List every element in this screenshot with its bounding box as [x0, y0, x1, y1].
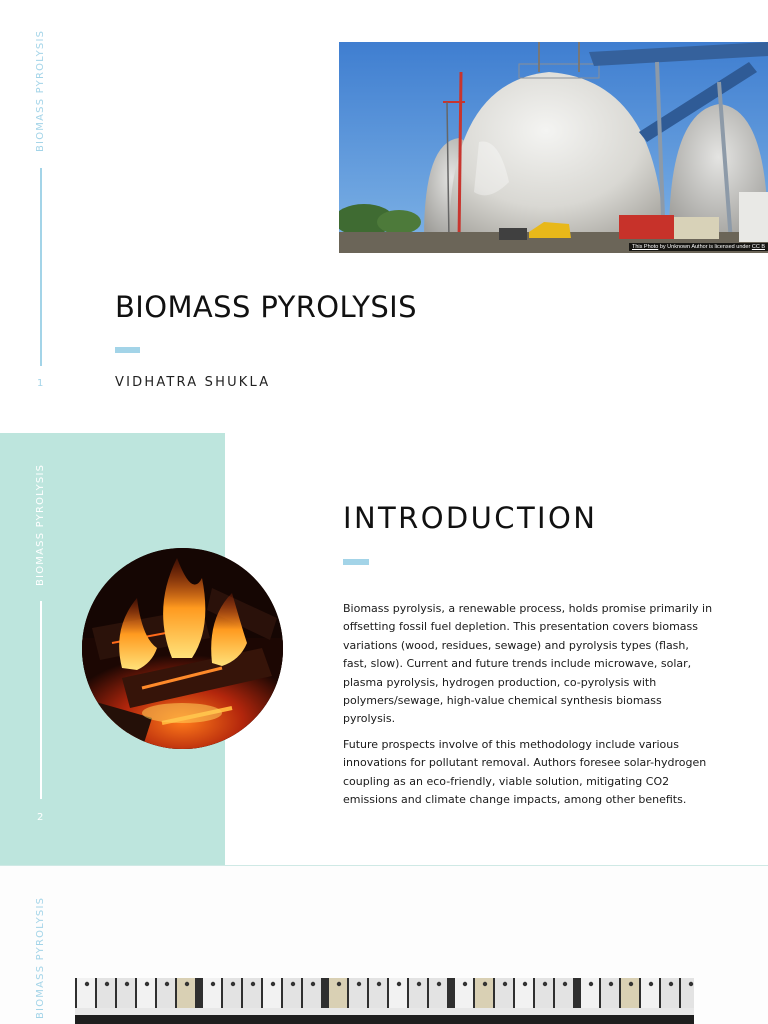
slide-number: 2: [37, 812, 44, 823]
binders-shelf-photo: [75, 978, 694, 1024]
slide-3: [0, 866, 768, 1024]
slide-2: [0, 433, 768, 866]
body-paragraph: Future prospects involve of this methodology include various innovations for pollutant removal. Authors foresee solar-hydrogen coupling as an eco-friendly, viable solution, mitigating CO2 emissions and climate change impacts, among other benefits.: [343, 737, 707, 807]
slide-number: 1: [37, 378, 44, 389]
photo-credit: [629, 243, 768, 251]
slide-title: INTRODUCTION: [343, 501, 598, 535]
side-divider: [40, 601, 42, 799]
slide-1: [0, 0, 768, 432]
side-label: BIOMASS PYROLYSIS: [35, 896, 46, 1019]
title-accent-bar: [343, 559, 369, 565]
fire-photo: [82, 548, 283, 749]
biomass-plant-photo: [339, 42, 768, 253]
photo-license-link[interactable]: CC B: [751, 244, 765, 250]
side-divider: [40, 168, 42, 366]
photo-credit-link[interactable]: This Photo: [632, 244, 659, 250]
side-label: BIOMASS PYROLYSIS: [35, 463, 46, 586]
photo-credit-text: by Unknown Author is licensed under: [658, 244, 752, 250]
title-accent-bar: [115, 347, 140, 353]
side-label: BIOMASS PYROLYSIS: [35, 29, 46, 152]
slide-body: [343, 600, 713, 816]
body-paragraph: Biomass pyrolysis, a renewable process, holds promise primarily in offsetting fossil fuel depletion. This presentation covers biomass variations (wood, residues, sewage) and pyrolysis types (flash, fast, slow). Current and future trends include microwave, solar, plasma pyrolysis, hydrogen production, co-pyrolysis with polymers/sewage, high-value chemical synthesis biomass pyrolysis.: [343, 602, 713, 726]
slide-subtitle: VIDHATRA SHUKLA: [115, 375, 271, 390]
slide-title: BIOMASS PYROLYSIS: [115, 290, 417, 324]
